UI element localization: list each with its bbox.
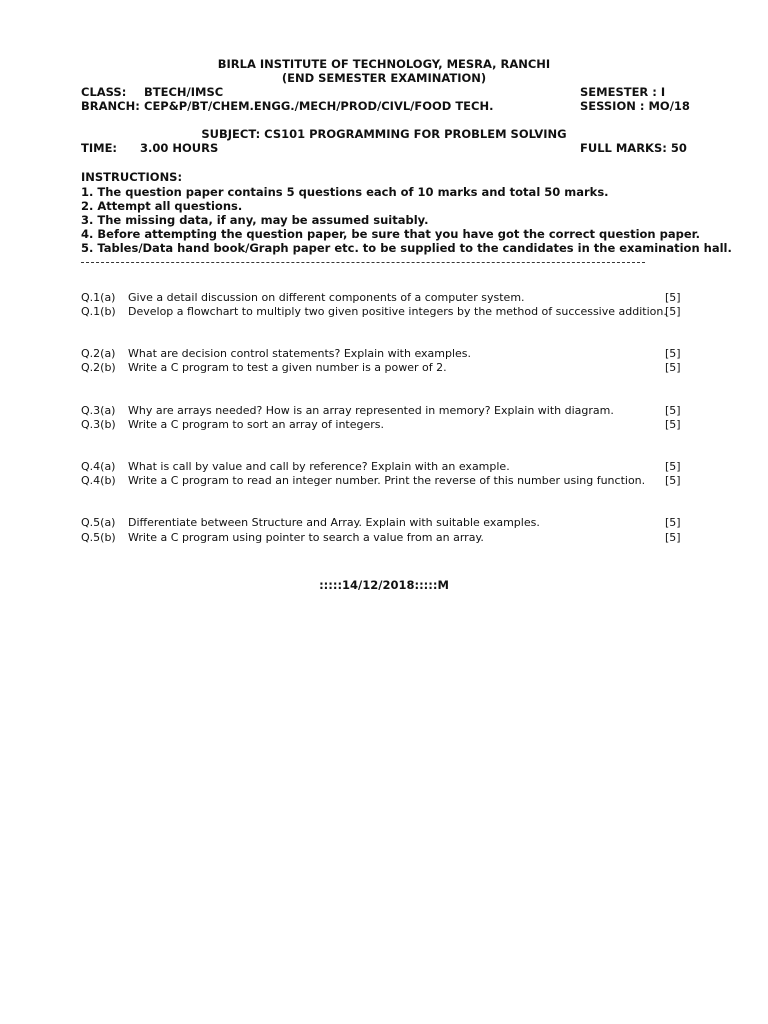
instruction-item: 3. The missing data, if any, may be assumed suitably. xyxy=(81,213,429,227)
question-text: Write a C program to read an integer number. Print the reverse of this number using function. xyxy=(128,474,646,487)
question-number: Q.3(b) xyxy=(81,418,116,431)
question-text: Write a C program to sort an array of integers. xyxy=(128,418,384,431)
question-number: Q.2(b) xyxy=(81,361,116,374)
question-marks: [5] xyxy=(665,474,681,487)
question-row xyxy=(0,347,768,361)
question-row xyxy=(0,474,768,488)
class-label: CLASS: xyxy=(81,85,127,99)
question-number: Q.3(a) xyxy=(81,404,116,417)
question-marks: [5] xyxy=(665,305,681,318)
question-row xyxy=(0,361,768,375)
question-marks: [5] xyxy=(665,531,681,544)
question-row xyxy=(0,531,768,545)
subject: SUBJECT: CS101 PROGRAMMING FOR PROBLEM SOLVING xyxy=(201,127,567,141)
question-row xyxy=(0,460,768,474)
institute-name: BIRLA INSTITUTE OF TECHNOLOGY, MESRA, RANCHI xyxy=(217,57,551,71)
footer-date: :::::14/12/2018:::::M xyxy=(319,578,449,592)
instruction-item: 1. The question paper contains 5 questions each of 10 marks and total 50 marks. xyxy=(81,185,609,199)
instruction-item: 2. Attempt all questions. xyxy=(81,199,243,213)
question-marks: [5] xyxy=(665,404,681,417)
question-marks: [5] xyxy=(665,516,681,529)
instructions-heading: INSTRUCTIONS: xyxy=(81,170,183,184)
question-row xyxy=(0,305,768,319)
class-value: BTECH/IMSC xyxy=(144,85,224,99)
branch-value: CEP&P/BT/CHEM.ENGG./MECH/PROD/CIVL/FOOD TECH. xyxy=(144,99,494,113)
question-text: What are decision control statements? Explain with examples. xyxy=(128,347,472,360)
question-text: Develop a flowchart to multiply two given positive integers by the method of successive addition. xyxy=(128,305,667,318)
question-text: Write a C program to test a given number is a power of 2. xyxy=(128,361,447,374)
question-number: Q.5(a) xyxy=(81,516,116,529)
question-marks: [5] xyxy=(665,291,681,304)
question-row xyxy=(0,404,768,418)
question-number: Q.2(a) xyxy=(81,347,116,360)
question-text: What is call by value and call by reference? Explain with an example. xyxy=(128,460,510,473)
question-row xyxy=(0,418,768,432)
question-marks: [5] xyxy=(665,361,681,374)
full-marks: FULL MARKS: 50 xyxy=(580,141,687,155)
separator-line xyxy=(81,262,645,263)
time-value: 3.00 HOURS xyxy=(140,141,219,155)
question-marks: [5] xyxy=(665,460,681,473)
question-text: Why are arrays needed? How is an array represented in memory? Explain with diagram. xyxy=(128,404,614,417)
question-row xyxy=(0,291,768,305)
instruction-item: 4. Before attempting the question paper, be sure that you have got the correct question paper. xyxy=(81,227,701,241)
time-label: TIME: xyxy=(81,141,118,155)
branch-label: BRANCH: xyxy=(81,99,140,113)
question-marks: [5] xyxy=(665,418,681,431)
semester: SEMESTER : I xyxy=(580,85,666,99)
question-text: Give a detail discussion on different components of a computer system. xyxy=(128,291,525,304)
question-text: Write a C program using pointer to search a value from an array. xyxy=(128,531,484,544)
question-number: Q.4(a) xyxy=(81,460,116,473)
question-marks: [5] xyxy=(665,347,681,360)
question-number: Q.4(b) xyxy=(81,474,116,487)
instruction-item: 5. Tables/Data hand book/Graph paper etc. to be supplied to the candidates in the examination hall. xyxy=(81,241,732,255)
question-row xyxy=(0,516,768,530)
session: SESSION : MO/18 xyxy=(580,99,690,113)
question-number: Q.5(b) xyxy=(81,531,116,544)
question-number: Q.1(b) xyxy=(81,305,116,318)
exam-type: (END SEMESTER EXAMINATION) xyxy=(281,71,487,85)
question-text: Differentiate between Structure and Array. Explain with suitable examples. xyxy=(128,516,540,529)
question-number: Q.1(a) xyxy=(81,291,116,304)
